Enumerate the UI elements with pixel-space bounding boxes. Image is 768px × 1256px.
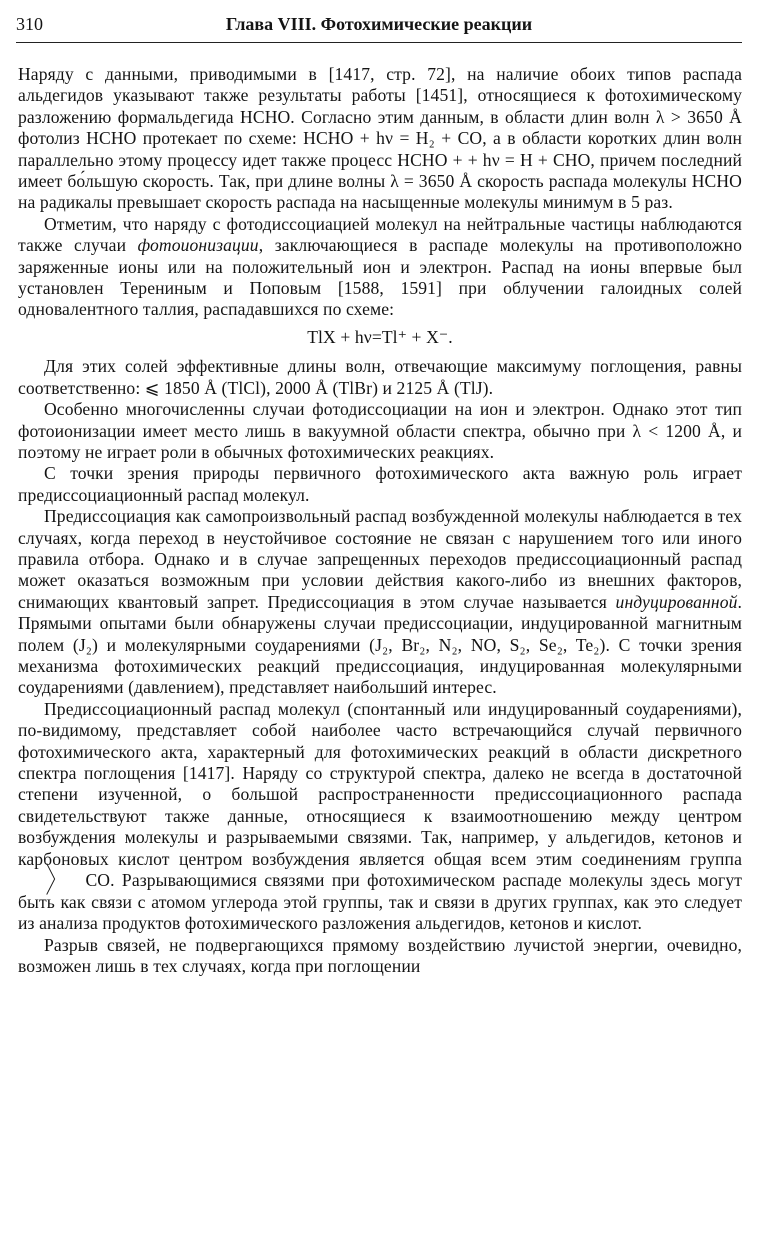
carbonyl-group-glyph: 〉: [45, 862, 67, 900]
paragraph-ion-electron: Особенно многочисленны случаи фотодиссоциации на ион и электрон. Однако этот тип фотоионизации имеет место лишь в вакуумной области спектра, обычно при λ < 1200 Å, и поэтому не играет роли в обычных фотохимических реакциях.: [18, 399, 742, 462]
term-photoionization: фотоионизации: [137, 235, 259, 256]
page-number: 310: [16, 14, 43, 34]
paragraph-wavelengths: Для этих солей эффективные длины волн, отвечающие максимуму поглощения, равны соответственно: ⩽ 1850 Å (TlCl), 2000 Å (TlBr) и 2125 Å (TlJ).: [18, 356, 742, 398]
paragraph-text: Предиссоциационный распад молекул (спонтанный или индуцированный соударениями), по-видимому, представляет собой наиболее часто встречающийся случай первичного фотохимического акта, характерный для фотохимических реакций в области дискретного спектра поглощения [1417]. Наряду со структурой спектра, далеко не всегда в достаточной степени изученной, о большой распространенности предиссоциационного распада свидетельствуют также данные, относящиеся к взаимоотношению между центром возбуждения молекулы и разрываемыми связями. Так, например, у альдегидов, кетонов и карбоновых кислот центром возбуждения является общая всем этим соединениям группа: [18, 698, 742, 869]
paragraph-text: . Прямыми опытами были обнаружены случаи предиссоциации, индуцированной магнитным полем (J₂) и молекулярными соударениями (J₂, Br₂, N₂, NO, S₂, Se₂, Te₂). С точки зрения механизма фотохимических реакций предиссоциация, индуцированная молекулярными соударениями (давлением), представляет наибольший интерес.: [18, 591, 742, 698]
paragraph-bond-rupture: Разрыв связей, не подвергающихся прямому воздействию лучистой энергии, очевидно, возможен лишь в тех случаях, когда при поглощении: [18, 934, 742, 977]
paragraph-photoionization: [18, 214, 742, 321]
paragraph-text: Отметим, что наряду с фотодиссоциацией молекул на нейтральные частицы наблюдаются также случаи: [18, 213, 742, 256]
paragraph-text: Предиссоциация как самопроизвольный распад возбужденной молекулы наблюдается в тех случаях, когда переход в неустойчивое состояние не связан с нарушением того или иного правила отбора. Однако и в случае запрещенных переходов предиссоциационный распад может оказаться возможным при условии действия какого-либо из внешних факторов, снимающих квантовый запрет. Предиссоциация в этом случае называется: [18, 506, 742, 612]
paragraph-formaldehyde: Наряду с данными, приводимыми в [1417, стр. 72], на наличие обоих типов распада альдегидов указывают также результаты работы [1451], относящиеся к фотохимическому разложению формальдегида НСНО. Согласно этим данным, в области длин волн λ > 3650 Å фотолиз НСНО протекает по схеме: НСНО + hν = H₂ + CO, а в области коротких длин волн параллельно этому процессу идет также процесс НСНО + + hν = H + CHO, причем последний имеет бо́льшую скорость. Так, при длине волны λ = 3650 Å скорость распада молекулы НСНО на радикалы превышает скорость распада на насыщенные молекулы минимум в 5 раз.: [18, 64, 742, 213]
paragraph-induced-predissociation: [18, 506, 742, 699]
paragraph-text: CO. Разрывающимися связями при фотохимическом распаде молекулы здесь могут быть как связи с атомом углерода этой группы, так и связи в других группах, как это следует из анализа продуктов фотохимического разложения альдегидов, кетонов и кислот.: [18, 870, 742, 934]
page-header: [16, 12, 742, 43]
running-title: Глава VIII. Фотохимические реакции: [225, 14, 533, 34]
paragraph-text: , заключающиеся в распаде молекулы на противоположно заряженные ионы или на положительный ион и электрон. Распад на ионы впервые был установлен Терениным и Поповым [1588, 1591] при облучении галоидных солей одновалентного таллия, распадавшихся по схеме:: [18, 235, 742, 320]
body-text: [18, 64, 742, 978]
paragraph-predissociation-role: С точки зрения природы первичного фотохимического акта важную роль играет предиссоциационный распад молекул.: [18, 463, 742, 505]
paragraph-predissociation-frequency: [18, 699, 742, 935]
term-induced: индуцированной: [615, 591, 738, 612]
formula-thallium: TlX + hν=Tl⁺ + X⁻.: [307, 326, 453, 347]
